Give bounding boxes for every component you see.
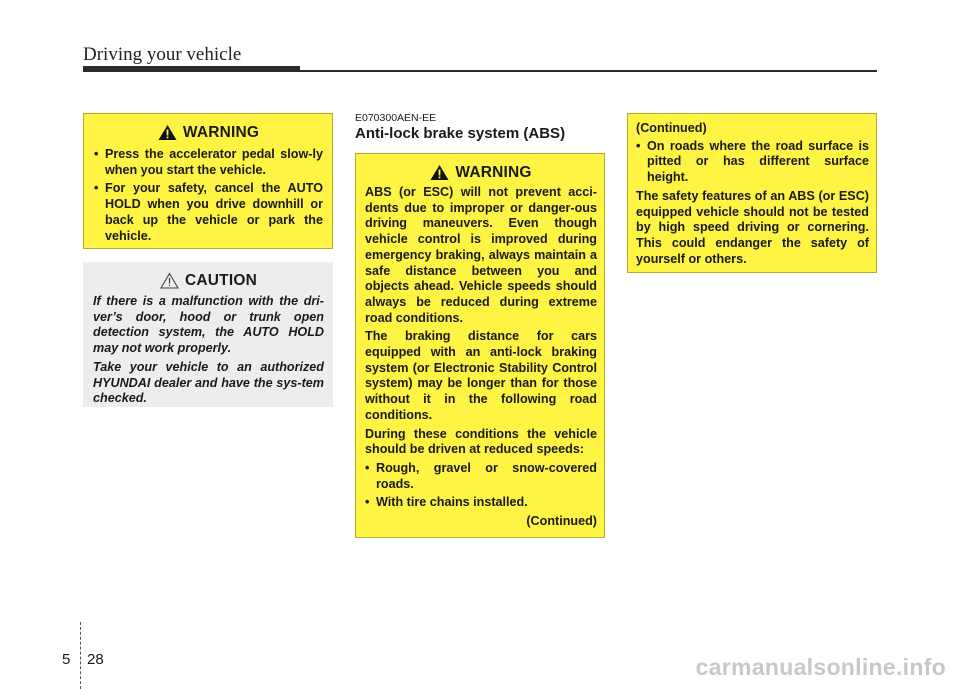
chapter-number: 5 [62,651,71,668]
watermark: carmanualsonline.info [695,654,946,680]
continued-label: (Continued) [526,514,597,529]
caution-box [83,262,333,407]
page-header-title: Driving your vehicle [83,44,242,65]
left-warning-title: WARNING [182,123,260,141]
middle-warning-title: WARNING [455,163,532,181]
list-item: • Press the accelerator pedal slow-ly when you start the vehicle. [94,147,323,178]
caution-paragraph: If there is a malfunction with the dri-ver’s door, hood or trunk open detection system, the AUTO HOLD may not work properly. [93,294,324,356]
header-rule-thin [300,70,877,72]
right-warning-list [636,139,869,186]
right-warning-box [627,113,877,273]
left-warning-box [83,113,333,249]
left-warning-header [94,124,323,141]
list-item: • Rough, gravel or snow-covered roads. [365,461,597,492]
list-item: • With tire chains installed. [365,495,597,511]
middle-warning-box [355,153,605,538]
continued-label: (Continued) [636,121,707,135]
middle-warning-paragraph: The braking distance for cars equipped with an anti-lock braking system (or Electronic Stability Control system) may be longer than for those without it in the following road conditions. [365,329,597,422]
list-item: • For your safety, cancel the AUTO HOLD when you drive downhill or back up the vehicle or park the vehicle. [94,181,323,244]
warning-icon [158,124,177,141]
middle-warning-paragraph: During these conditions the vehicle should be driven at reduced speeds: [365,426,597,457]
section-heading: Anti-lock brake system (ABS) [355,125,566,142]
caution-icon [160,272,179,289]
list-item: • On roads where the road surface is pitted or has different surface height. [636,139,869,186]
middle-warning-header [365,164,597,181]
caution-header [93,272,324,289]
caution-paragraph: Take your vehicle to an authorized HYUNDAI dealer and have the sys-tem checked. [93,359,324,406]
warning-icon [430,164,449,181]
middle-warning-list [365,461,597,511]
middle-warning-paragraph: ABS (or ESC) will not prevent acci-dents due to improper or danger-ous driving maneuvers. Even though vehicle control is improved during emergency braking, always maintain a safe distance between you and objects ahead. Vehicle speeds should always be reduced during extreme road conditions. [365,185,597,325]
page-number: 28 [87,651,104,668]
left-warning-list [94,147,323,244]
section-code: E070300AEN-EE [355,112,437,124]
header-rule-thick [83,66,300,72]
caution-title: CAUTION [184,271,257,289]
footer-divider [80,622,81,689]
right-warning-paragraph: The safety features of an ABS (or ESC) equipped vehicle should not be tested by high speed driving or cornering. This could endanger the safety of yourself or others. [636,188,869,266]
